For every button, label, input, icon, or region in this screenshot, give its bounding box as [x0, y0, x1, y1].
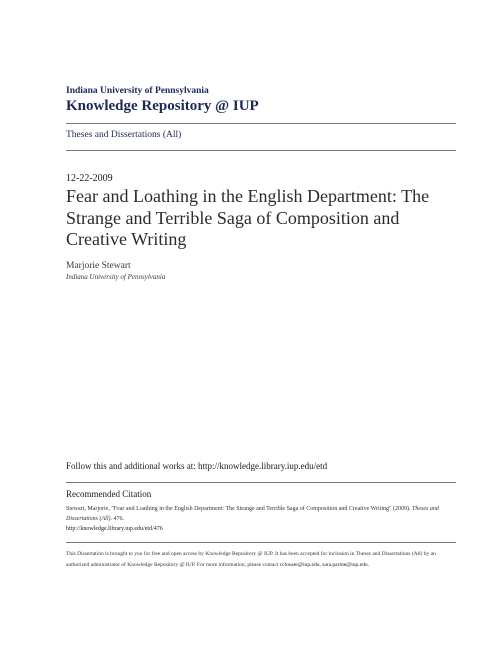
collection-link[interactable]: Theses and Dissertations (All) — [66, 130, 182, 140]
collection-divider — [66, 150, 456, 151]
citation-part2: . 476. — [110, 516, 124, 522]
access-notice — [66, 549, 458, 570]
notice-separator: , — [319, 561, 323, 568]
header-divider — [66, 123, 456, 124]
notice-end: . — [367, 561, 369, 568]
author-affiliation: Indiana University of Pennsylvania — [66, 273, 166, 281]
contact-email-1[interactable]: cclouser@iup.edu — [279, 561, 320, 568]
citation-url-link[interactable]: http://knowledge.library.iup.edu/etd/476 — [66, 526, 163, 532]
follow-link[interactable]: http://knowledge.library.iup.edu/etd — [198, 461, 328, 471]
citation-text — [66, 504, 458, 534]
citation-series: Theses and Dissertations (All) — [66, 506, 439, 522]
citation-heading: Recommended Citation — [66, 489, 152, 499]
follow-line — [66, 461, 327, 471]
document-title: Fear and Loathing in the English Department: The Strange and Terrible Saga of Composition and Creative Writing — [66, 186, 430, 249]
contact-email-2[interactable]: sara.parme@iup.edu — [322, 561, 368, 568]
citation-part1: Stewart, Marjorie, "Fear and Loathing in the English Department: The Strange and Terrible Saga of Composition and Creative Writing" (2009). — [66, 506, 412, 512]
notice-text: This Dissertation is brought to you for free and open access by Knowledge Repository @ IUP. It has been accepted for inclusion in Theses and Dissertations (All) by an authorized administrator of Knowledge Repository @ IUP. For more information, please contact — [66, 551, 436, 568]
follow-divider — [66, 482, 456, 483]
institution-name: Indiana University of Pennsylvania — [66, 86, 209, 96]
citation-divider — [66, 542, 456, 543]
author-name: Marjorie Stewart — [66, 261, 131, 271]
repository-link[interactable]: Knowledge Repository @ IUP — [66, 98, 259, 114]
publication-date: 12-22-2009 — [66, 173, 113, 184]
follow-text: Follow this and additional works at: — [66, 461, 198, 471]
